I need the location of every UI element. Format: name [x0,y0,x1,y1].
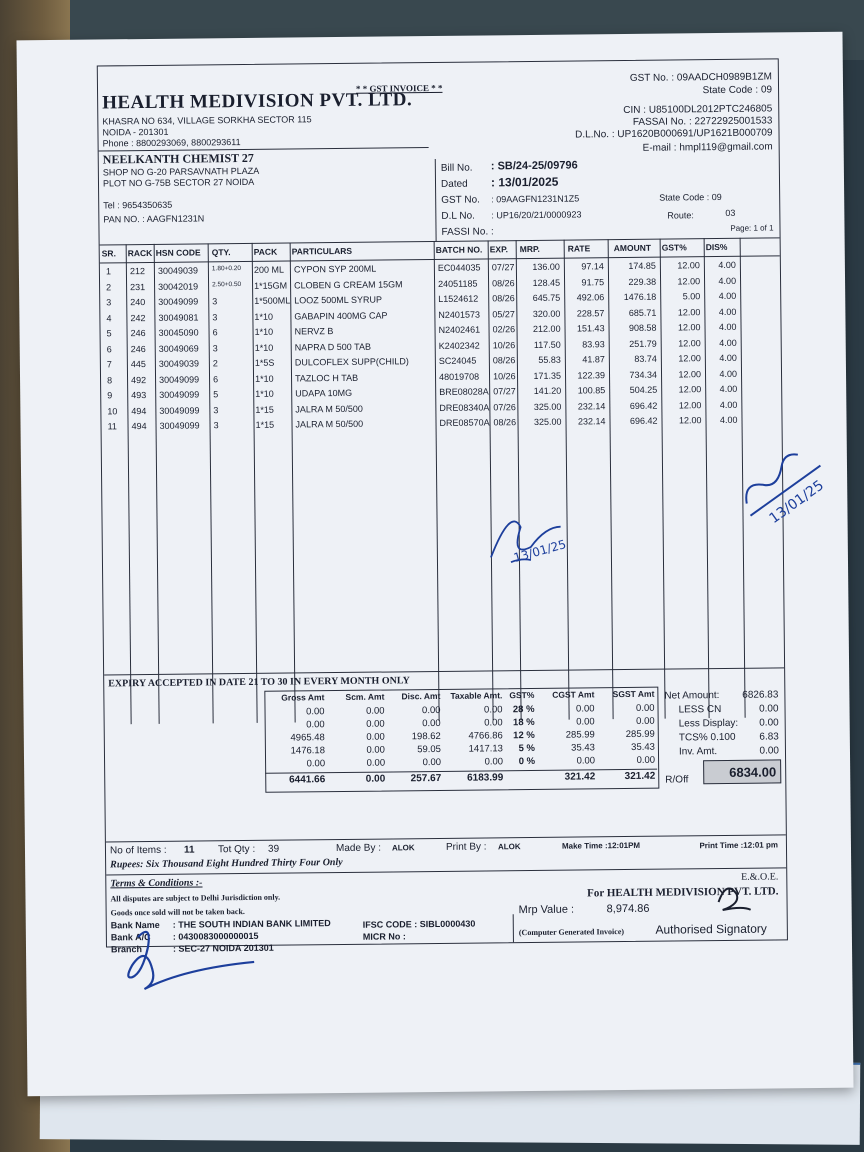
bank-ac-label: Bank A/C [110,931,151,943]
cell-batch: DRE08340A [439,401,490,413]
cell-gst: 12.00 [678,415,702,426]
summary-cell: 0.00 [305,706,325,718]
bank-name: : THE SOUTH INDIAN BANK LIMITED [172,918,331,930]
cell-hsn: 30045090 [158,327,199,338]
branch-label: Branch [110,944,143,955]
summary-cell: 0.00 [484,717,503,729]
cell-rate: 151.43 [576,323,605,334]
summary-total: 6183.99 [467,772,504,784]
summary-header: GST% [509,689,535,701]
column-header: RATE [567,243,591,254]
cell-mrp: 320.00 [532,308,561,319]
cell-hsn: 30049099 [159,404,200,416]
company-phone: Phone : 8800293069, 8800293611 [102,137,241,149]
summary-cell: 18 % [512,716,535,729]
invoice-type: * * GST INVOICE * * [355,82,443,94]
column-header: BATCH NO. [435,244,483,255]
cell-name: NERVZ B [294,326,334,337]
cell-name: DULCOFLEX SUPP(CHILD) [294,356,409,368]
net-value: 0.00 [759,717,779,729]
cell-mrp: 212.00 [532,323,561,334]
cell-amount: 251.79 [629,338,657,349]
page-number: Page: 1 of 1 [730,223,774,233]
received-note: 13/01/25 [512,537,568,566]
cell-gst: 12.00 [678,353,701,364]
seller-state-code: State Code : 09 [702,84,773,97]
cell-name: GABAPIN 400MG CAP [294,309,388,321]
cell-exp: 07/26 [493,401,516,412]
divider [104,667,784,675]
divider [435,159,437,241]
cell-sr: 4 [106,312,112,323]
summary-cell: 198.62 [411,730,441,743]
cell-mrp: 141.20 [533,385,562,396]
cell-exp: 02/26 [492,324,516,335]
summary-cell: 0.00 [306,719,325,731]
cell-dis: 4.00 [718,306,737,317]
cell-gst: 12.00 [677,260,700,271]
cell-sr: 1 [105,266,111,277]
summary-cell: 0.00 [576,716,595,728]
buyer-pan: PAN NO. : AAGFN1231N [103,213,205,225]
cell-batch: BRE08028A [439,386,489,397]
summary-cell: 0.00 [576,755,596,767]
authorised-signature [706,872,757,923]
seller-cin: CIN : U85100DL2012PTC246805 [623,103,773,117]
cell-rack: 494 [131,421,147,432]
invoice-total: 6834.00 [703,759,781,784]
cell-rate: 83.93 [582,338,605,349]
cell-mrp: 171.35 [533,370,562,381]
for-company: For HEALTH MEDIVISION PVT. LTD. [587,885,779,900]
net-label: TCS% 0.100 [678,731,736,744]
cell-hsn: 30049081 [158,311,199,323]
invoice-frame [97,58,827,955]
cell-rack: 494 [131,405,147,416]
cell-dis: 4.00 [719,399,738,410]
cell-rack: 231 [130,281,146,292]
terms-heading: Terms & Conditions :- [110,877,203,890]
cell-batch: 48019708 [438,371,480,382]
company-address-1: KHASRA NO 634, VILLAGE SORKHA SECTOR 115 [102,114,312,127]
summary-cell: 0.00 [422,717,441,730]
company-address-2: NOIDA - 201301 [102,126,169,138]
cell-name: JALRA M 50/500 [295,418,364,430]
summary-cell: 0.00 [306,758,326,770]
cell-hsn: 30042019 [158,280,199,292]
cell-rate: 228.57 [576,307,605,319]
customer-signature [116,918,257,1009]
cell-sr: 10 [107,405,118,416]
stamp-note: 13/01/25 [766,477,827,528]
cell-dis: 4.00 [718,259,736,271]
cell-batch: L1524612 [438,293,479,304]
cell-exp: 10/26 [492,370,516,381]
cell-amount: 83.74 [634,353,657,364]
cell-name: LOOZ 500ML SYRUP [294,294,382,306]
cell-hsn: 30049039 [158,358,199,369]
buyer-tel: Tel : 9654350635 [103,199,173,211]
net-value: 0.00 [759,703,779,715]
summary-cell: 0.00 [366,718,385,730]
cell-dis: 4.00 [718,275,737,286]
cell-rack: 493 [131,390,147,401]
authorised-signatory: Authorised Signatory [655,921,767,937]
cell-mrp: 128.45 [532,277,561,288]
divider [513,914,514,942]
cell-dis: 4.00 [718,321,737,333]
dispute-note: All disputes are subject to Delhi Jurisdiction only. [110,892,281,904]
cell-qty: 2 [212,358,218,369]
net-label: Net Amount: [664,690,720,702]
cell-batch: N2401573 [438,309,480,320]
buyer-gst-value: : 09AAGFN1231N1Z5 [491,193,580,205]
cell-exp: 08/26 [492,277,515,288]
seller-gst: GST No. : 09AADCH0989B1ZM [629,71,772,84]
cell-rate: 100.85 [577,385,606,396]
cell-rack: 212 [129,266,145,277]
summary-total: 0.00 [365,773,386,785]
cell-qty: 1.80+0.20 [211,265,242,273]
cell-exp: 07/27 [491,262,515,273]
summary-cell: 0.00 [366,757,386,769]
summary-header: Gross Amt [281,692,325,703]
summary-cell: 0.00 [635,702,655,714]
ifsc-code: IFSC CODE : SIBL0000430 [362,918,476,930]
cell-rack: 246 [130,343,146,354]
cell-sr: 9 [107,390,113,401]
cell-exp: 07/27 [493,386,516,397]
buyer-address-1: SHOP NO G-20 PARSAVNATH PLAZA [102,165,260,178]
micr-no: MICR No : [362,931,406,942]
print-time: Print Time :12:01 pm [699,840,779,851]
cell-batch: DRE08570A [439,417,490,428]
cell-pack: 1*10 [254,311,273,322]
cell-rate: 492.06 [576,292,605,303]
cell-dis: 4.00 [719,414,738,426]
column-header: DIS% [705,241,728,253]
items-count-label: No of Items : [109,844,167,857]
cell-gst: 12.00 [677,322,701,333]
cell-name: JALRA M 50/500 [295,403,363,414]
cell-sr: 7 [106,359,112,370]
summary-header: CGST Amt [552,689,595,700]
round-off-label: R/Off [665,774,689,786]
cell-gst: 12.00 [677,306,701,317]
cell-gst: 12.00 [678,368,702,379]
cell-amount: 174.85 [628,260,656,271]
cell-name: CLOBEN G CREAM 15GM [294,278,403,290]
cell-gst: 12.00 [678,337,701,348]
total-qty-value: 39 [267,843,280,855]
cell-dis: 4.00 [719,368,738,379]
net-value: 6.83 [759,731,779,743]
summary-cell: 0.00 [421,704,441,717]
cell-rack: 240 [130,297,146,308]
summary-cell: 59.05 [417,743,441,756]
summary-cell: 5 % [518,742,535,755]
cell-mrp: 136.00 [532,261,560,272]
cell-rate: 232.14 [577,400,606,411]
cell-qty: 5 [213,389,219,400]
total-qty-label: Tot Qty : [217,843,256,856]
summary-cell: 12 % [513,729,535,742]
net-value: 6826.83 [742,689,779,701]
summary-total: 321.42 [624,770,656,783]
cell-mrp: 645.75 [532,292,561,303]
seller-email: E-mail : hmpl119@gmail.com [642,141,773,154]
mrp-value-label: Mrp Value : [518,903,575,917]
route-label: Route: [667,210,694,221]
cell-amount: 1476.18 [623,291,657,303]
bank-name-label: Bank Name [110,919,160,931]
cell-exp: 05/27 [492,308,515,319]
summary-cell: 0.00 [636,754,656,766]
summary-cell: 0 % [518,755,536,768]
seller-dl: D.L.No. : UP1620B000691/UP1621B000709 [575,127,773,141]
cell-exp: 08/26 [493,417,517,428]
summary-header: Scm. Amt [345,691,385,702]
summary-cell: 4965.48 [290,732,325,744]
dated-value: : 13/01/2025 [490,174,559,190]
cell-qty: 3 [212,311,218,322]
cell-hsn: 30049099 [159,420,200,431]
buyer-dl-value: : UP16/20/21/0000923 [491,209,582,221]
column-header: PACK [253,246,278,257]
cell-amount: 696.42 [629,400,658,411]
buyer-state-code: State Code : 09 [659,191,722,203]
make-time: Make Time :12:01PM [561,840,641,851]
cell-rack: 242 [130,312,146,323]
column-header: EXP. [489,244,509,255]
cell-mrp: 117.50 [533,339,561,350]
cell-hsn: 30049099 [159,389,200,400]
summary-cell: 28 % [512,703,535,716]
branch-value: : SEC-27 NOIDA 201301 [172,942,274,954]
cell-pack: 1*10 [254,373,274,384]
seller-fassai: FASSAI No. : 22722925001533 [632,115,773,128]
cell-amount: 504.25 [629,384,658,395]
cell-exp: 08/26 [492,293,515,304]
summary-header: Disc. Amt [401,690,441,702]
cell-batch: K2402342 [438,340,480,351]
computer-generated-note: (Computer Generated Invoice) [518,927,625,938]
cell-rate: 91.75 [581,276,605,287]
cell-qty: 3 [213,404,219,415]
cell-pack: 1*10 [255,388,274,399]
summary-cell: 35.43 [631,741,655,753]
cell-qty: 6 [212,373,219,384]
cell-name: TAZLOC H TAB [294,372,359,383]
column-header: QTY. [211,247,231,258]
cell-mrp: 55.83 [538,354,561,365]
cell-pack: 1*5S [254,357,275,368]
bill-no-value: : SB/24-25/09796 [490,159,578,173]
bank-ac-value: : 0430083000000015 [172,930,259,942]
cell-name: CYPON SYP 200ML [293,263,377,275]
cell-qty: 3 [212,342,218,353]
cell-dis: 4.00 [719,337,737,348]
cell-exp: 10/26 [492,339,516,350]
summary-total: 321.42 [564,771,596,783]
cell-sr: 2 [106,281,112,292]
summary-cell: 0.00 [422,756,442,769]
cell-sr: 3 [106,297,112,308]
cell-sr: 11 [107,421,117,432]
cell-sr: 5 [106,328,112,339]
cell-pack: 1*500ML [254,295,291,306]
cell-qty: 3 [213,420,219,431]
summary-header: SGST Amt [612,688,655,700]
cell-batch: SC24045 [438,355,477,366]
cell-dis: 4.00 [719,383,738,395]
buyer-dl-label: D.L No. [441,210,475,222]
cell-pack: 1*10 [254,342,274,353]
cell-gst: 5.00 [682,291,701,302]
cell-rack: 445 [130,359,146,370]
cell-qty: 3 [212,296,218,307]
summary-cell: 285.99 [625,728,655,741]
summary-cell: 285.99 [565,729,595,741]
signature-stamp-right [732,439,833,530]
cell-batch: EC044035 [437,262,481,273]
summary-cell: 1476.18 [290,745,326,757]
cell-pack: 1*15GM [254,280,288,291]
expiry-note: EXPIRY ACCEPTED IN DATE 21 TO 30 IN EVERY MONTH ONLY [108,675,410,690]
print-by-value: ALOK [497,842,521,852]
amount-in-words: Rupees: Six Thousand Eight Hundred Thirty Four Only [110,856,343,871]
cell-pack: 200 ML [253,264,284,275]
cell-qty: 2.50+0.50 [212,280,242,288]
summary-total: 257.67 [410,772,442,785]
buyer-address-2: PLOT NO G-75B SECTOR 27 NOIDA [102,176,255,189]
cell-rate: 41.87 [582,354,605,365]
cell-amount: 734.34 [629,369,658,380]
net-label: Less Display: [678,717,739,730]
cell-pack: 1*10 [254,326,274,337]
cell-mrp: 325.00 [533,416,562,427]
signature-received [480,501,591,582]
cell-hsn: 30049099 [158,296,199,307]
net-value: 0.00 [759,745,780,757]
cell-gst: 12.00 [678,384,702,395]
summary-cell: 0.00 [366,744,386,756]
cell-batch: 24051185 [438,278,478,289]
cell-rate: 232.14 [577,416,606,427]
cell-hsn: 30049039 [157,265,199,276]
cell-sr: 6 [106,343,112,354]
company-name: HEALTH MEDIVISION PVT. LTD. [102,89,413,114]
summary-total: 6441.66 [289,774,326,786]
cell-dis: 4.00 [719,352,737,364]
eoe: E.&.O.E. [741,871,779,883]
cell-pack: 1*15 [255,419,275,430]
summary-cell: 0.00 [575,703,595,715]
dated-label: Dated [440,178,468,190]
made-by-value: ALOK [391,843,415,853]
net-label: LESS CN [678,704,722,716]
net-label: Inv. Amt. [678,746,718,758]
cell-rate: 97.14 [581,261,604,272]
summary-header: Taxable Amt. [450,690,503,701]
column-header: SR. [101,248,116,259]
summary-cell: 0.00 [636,715,655,727]
cell-hsn: 30049099 [158,373,200,385]
cell-rate: 122.39 [577,369,606,380]
cell-dis: 4.00 [718,290,737,302]
summary-cell: 1417.13 [468,743,503,755]
cell-amount: 229.38 [628,276,657,287]
cell-amount: 908.58 [628,322,657,333]
cell-gst: 12.00 [678,399,702,410]
column-header: GST% [661,242,687,253]
cell-mrp: 325.00 [533,401,562,412]
cell-exp: 08/26 [492,355,516,366]
cell-name: UDAPA 10MG [295,387,353,399]
column-header: PARTICULARS [291,245,353,257]
cell-hsn: 30049069 [158,342,199,354]
bill-no-label: Bill No. [440,162,473,174]
made-by-label: Made By : [335,842,382,855]
mrp-value: 8,974.86 [606,902,650,916]
column-header: HSN CODE [155,247,201,258]
cell-rack: 492 [131,374,147,385]
column-header: MRP. [519,243,540,255]
cell-name: NAPRA D 500 TAB [294,341,371,352]
summary-cell: 4766.86 [468,730,503,742]
cell-amount: 685.71 [628,307,657,318]
print-by-label: Print By : [445,841,487,853]
column-header: AMOUNT [613,242,652,254]
cell-amount: 696.42 [629,415,658,426]
buyer-name: NEELKANTH CHEMIST 27 [102,150,254,167]
column-header: RACK [127,247,153,259]
cell-sr: 8 [107,374,113,385]
goods-note: Goods once sold will not be taken back. [110,907,245,918]
cell-pack: 1*15 [255,404,274,415]
summary-cell: 0.00 [365,705,385,717]
summary-cell: 0.00 [484,756,504,768]
cell-rack: 246 [130,328,146,339]
cell-qty: 6 [212,327,218,338]
cell-batch: N2402461 [438,324,481,335]
summary-cell: 35.43 [571,742,595,754]
fassi-label: FASSI No. : [441,226,494,238]
buyer-gst-label: GST No. [441,194,480,206]
summary-cell: 0.00 [366,731,385,743]
items-count-value: 11 [183,844,195,856]
route-value: 03 [725,207,736,218]
summary-cell: 0.00 [483,704,503,716]
cell-gst: 12.00 [677,275,701,286]
invoice-sheet [16,32,853,1097]
